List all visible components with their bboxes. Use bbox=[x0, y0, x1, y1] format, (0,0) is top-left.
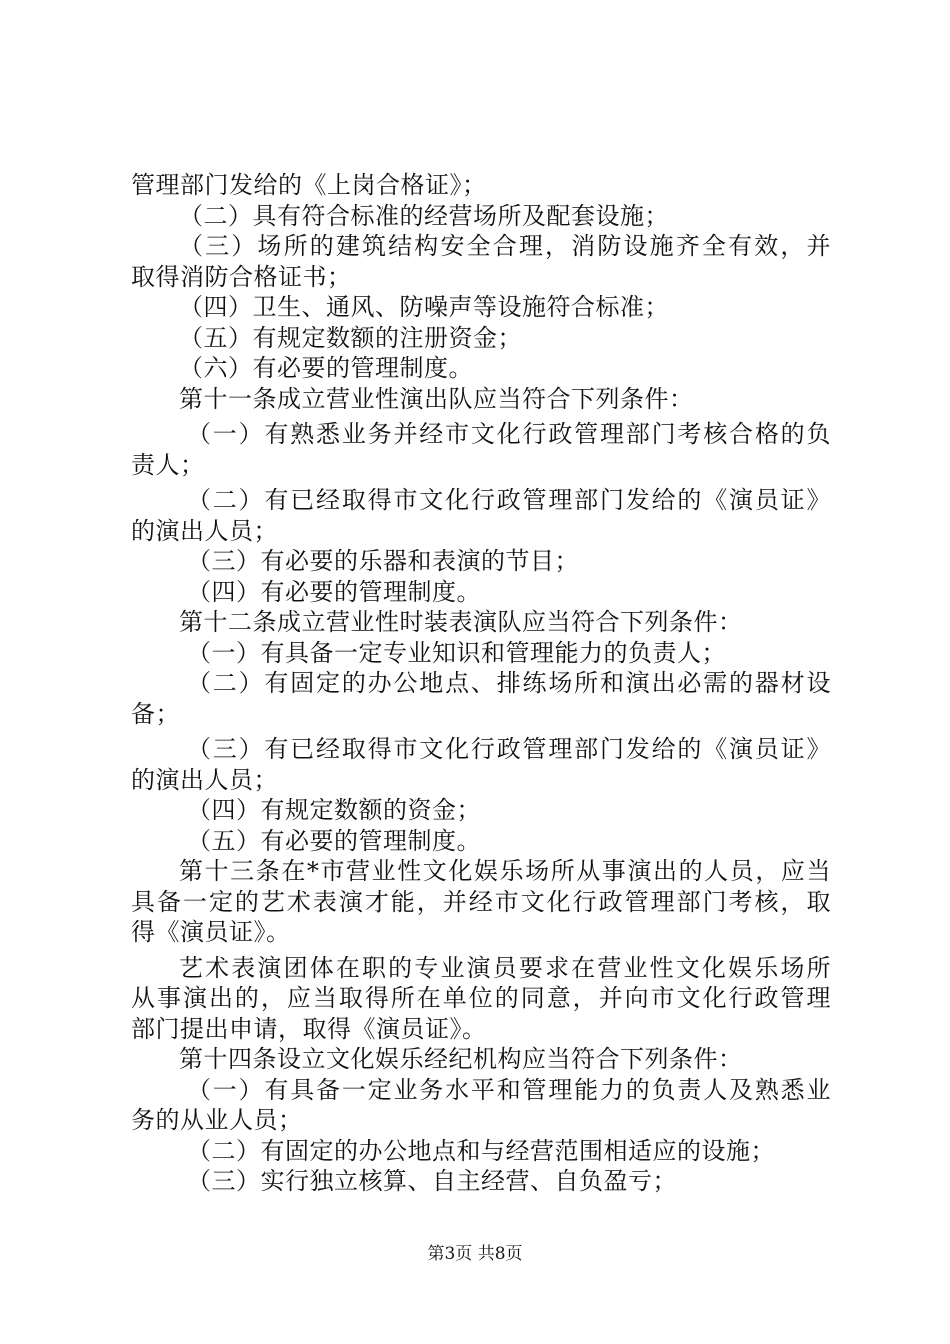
text-line: （五）有必要的管理制度。 bbox=[187, 826, 481, 855]
text-line: 责人； bbox=[131, 450, 205, 479]
text-line: 部门提出申请，取得《演员证》。 bbox=[131, 1014, 487, 1043]
text-line: 务的从业人员； bbox=[131, 1106, 303, 1134]
text-line: 第十一条成立营业性演出队应当符合下列条件： bbox=[179, 384, 694, 413]
text-line: （四）有规定数额的资金； bbox=[187, 796, 481, 824]
document-body bbox=[131, 170, 831, 1197]
text-line: （四）卫生、通风、防噪声等设施符合标准； bbox=[179, 293, 669, 321]
text-line: 艺术表演团体在职的专业演员要求在营业性文化娱乐场所 bbox=[179, 953, 831, 982]
text-line: （四）有必要的管理制度。 bbox=[187, 577, 481, 606]
text-line: 第十二条成立营业性时装表演队应当符合下列条件： bbox=[179, 608, 743, 636]
text-line: （六）有必要的管理制度。 bbox=[179, 354, 473, 382]
text-line: 的演出人员； bbox=[131, 516, 278, 545]
text-line: （三）有必要的乐器和表演的节目； bbox=[187, 547, 579, 575]
text-line: （三）有已经取得市文化行政管理部门发给的《演员证》 bbox=[187, 735, 831, 763]
text-line: （二）有已经取得市文化行政管理部门发给的《演员证》 bbox=[187, 486, 831, 514]
text-line: （五）有规定数额的注册资金； bbox=[179, 323, 522, 352]
text-line: 备； bbox=[131, 699, 180, 728]
text-line: 取得消防合格证书； bbox=[131, 262, 352, 291]
text-line: （一）有熟悉业务并经市文化行政管理部门考核合格的负 bbox=[187, 420, 831, 448]
text-line: （一）有具备一定业务水平和管理能力的负责人及熟悉业 bbox=[187, 1075, 831, 1104]
text-line: （一）有具备一定专业知识和管理能力的负责人； bbox=[187, 638, 726, 667]
text-line: （二）有固定的办公地点、排练场所和演出必需的器材设 bbox=[187, 669, 831, 697]
text-line: （三）场所的建筑结构安全合理，消防设施齐全有效，并 bbox=[179, 232, 831, 260]
text-line: 第十三条在*市营业性文化娱乐场所从事演出的人员，应当 bbox=[179, 857, 831, 885]
page-number-footer: 第3页 共8页 bbox=[427, 1244, 523, 1264]
text-line: （二）具有符合标准的经营场所及配套设施； bbox=[179, 201, 669, 230]
text-line: 具备一定的艺术表演才能，并经市文化行政管理部门考核，取 bbox=[131, 887, 831, 916]
text-line: （二）有固定的办公地点和与经营范围相适应的设施； bbox=[187, 1136, 775, 1165]
text-line: 第十四条设立文化娱乐经纪机构应当符合下列条件： bbox=[179, 1045, 743, 1073]
text-line: （三）实行独立核算、自主经营、自负盈亏； bbox=[187, 1167, 677, 1195]
text-line: 的演出人员； bbox=[131, 765, 278, 794]
text-line: 得《演员证》。 bbox=[131, 918, 291, 946]
text-line: 从事演出的，应当取得所在单位的同意，并向市文化行政管理 bbox=[131, 984, 831, 1012]
text-line: 管理部门发给的《上岗合格证》； bbox=[131, 171, 487, 199]
